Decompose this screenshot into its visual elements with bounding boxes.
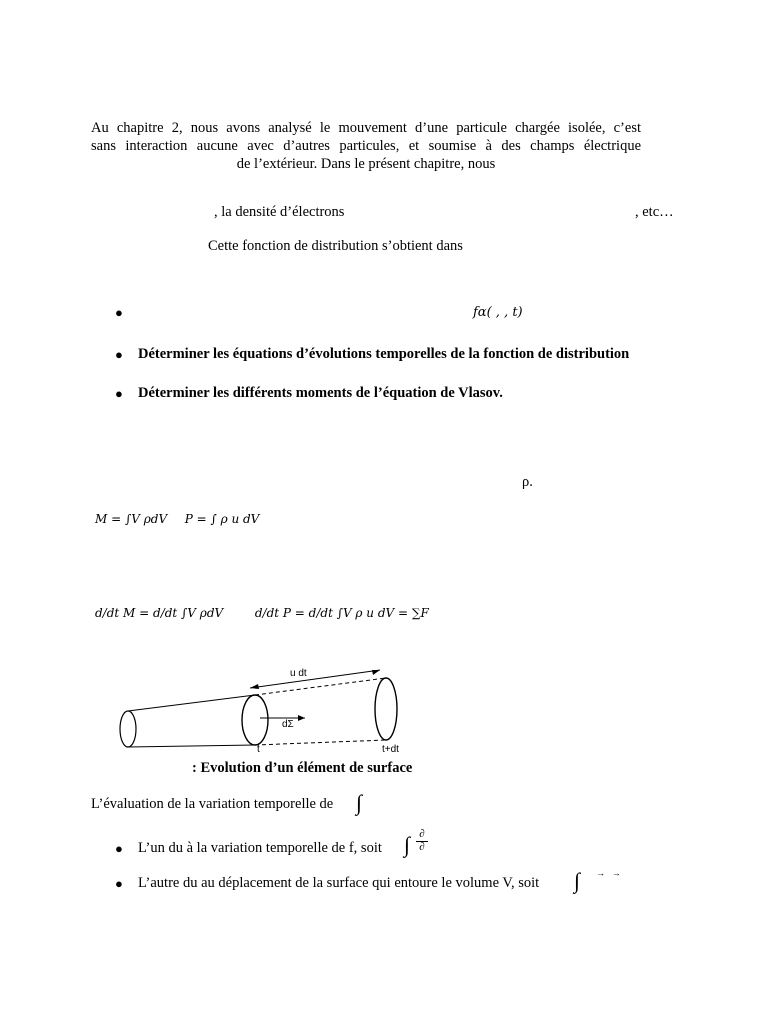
dashed-top-edge xyxy=(255,678,386,695)
left-ellipse xyxy=(120,711,136,747)
momentum-integral-text: P = ∫ ρ u dV xyxy=(184,512,260,526)
vector-arrows: → → xyxy=(596,868,621,878)
integral-sign: ∫ xyxy=(356,790,363,815)
bullet-dot: ● xyxy=(115,841,123,856)
udt-label: u dt xyxy=(290,668,307,679)
mass-integral-text: M = ∫V ρdV xyxy=(95,512,168,526)
time-derivative-equation xyxy=(95,606,429,620)
surface-at-tdt-ellipse xyxy=(375,678,397,740)
cone-top-edge xyxy=(128,695,255,711)
distribution-function-formula: fα( , , t) xyxy=(473,305,523,320)
t-label: t xyxy=(257,744,260,755)
partial-fraction: ∂ ∂ xyxy=(416,829,428,853)
bullet-dot: ● xyxy=(115,876,123,891)
intro-line-1: Au chapitre 2, nous avons analysé le mouvement d’une particule chargée isolée, c’est xyxy=(91,120,641,136)
dsigma-arrow-head xyxy=(298,715,305,721)
etc-text: , etc… xyxy=(635,204,674,220)
tdt-label: t+dt xyxy=(382,744,399,755)
dsigma-label: dΣ xyxy=(282,719,294,730)
mass-integral-equation xyxy=(95,512,259,526)
density-text: , la densité d’électrons xyxy=(214,204,345,220)
surface-at-t-ellipse xyxy=(242,695,268,745)
udt-arrow-head-right xyxy=(372,670,380,675)
bullet-surface-displacement: L’autre du au déplacement de la surface qui entoure le volume V, soit xyxy=(138,875,540,891)
figure-caption: : Evolution d’un élément de surface xyxy=(192,760,413,776)
surface-element-figure xyxy=(110,660,430,760)
dashed-bottom-edge xyxy=(255,740,386,745)
evaluation-text: L’évaluation de la variation temporelle de xyxy=(91,796,334,812)
momentum-derivative-text: d/dt P = d/dt ∫V ρ u dV = ∑F xyxy=(254,606,429,620)
bullet-dot: ● xyxy=(115,386,123,401)
intro-line-3: de l’extérieur. Dans le présent chapitre, nous xyxy=(236,156,496,172)
udt-arrow-line xyxy=(250,670,380,688)
integral-sign: ∫ xyxy=(574,868,581,893)
bullet-time-variation: L’un du à la variation temporelle de f, soit xyxy=(138,840,382,856)
integral-sign: ∫ xyxy=(404,832,411,857)
bullet-dot: ● xyxy=(115,347,123,362)
bullet-evolution-equations: Déterminer les équations d’évolutions temporelles de la fonction de distribution xyxy=(138,346,630,362)
rho-mark: ρ. xyxy=(522,474,533,490)
cone-bottom-edge xyxy=(128,745,255,747)
bullet-vlasov-moments: Déterminer les différents moments de l’équation de Vlasov. xyxy=(138,385,503,401)
bullet-dot: ● xyxy=(115,305,123,320)
intro-line-2: sans interaction aucune avec d’autres particules, et soumise à des champs électrique xyxy=(91,138,641,154)
distribution-text: Cette fonction de distribution s’obtient dans xyxy=(208,238,463,254)
mass-derivative-text: d/dt M = d/dt ∫V ρdV xyxy=(95,606,224,620)
